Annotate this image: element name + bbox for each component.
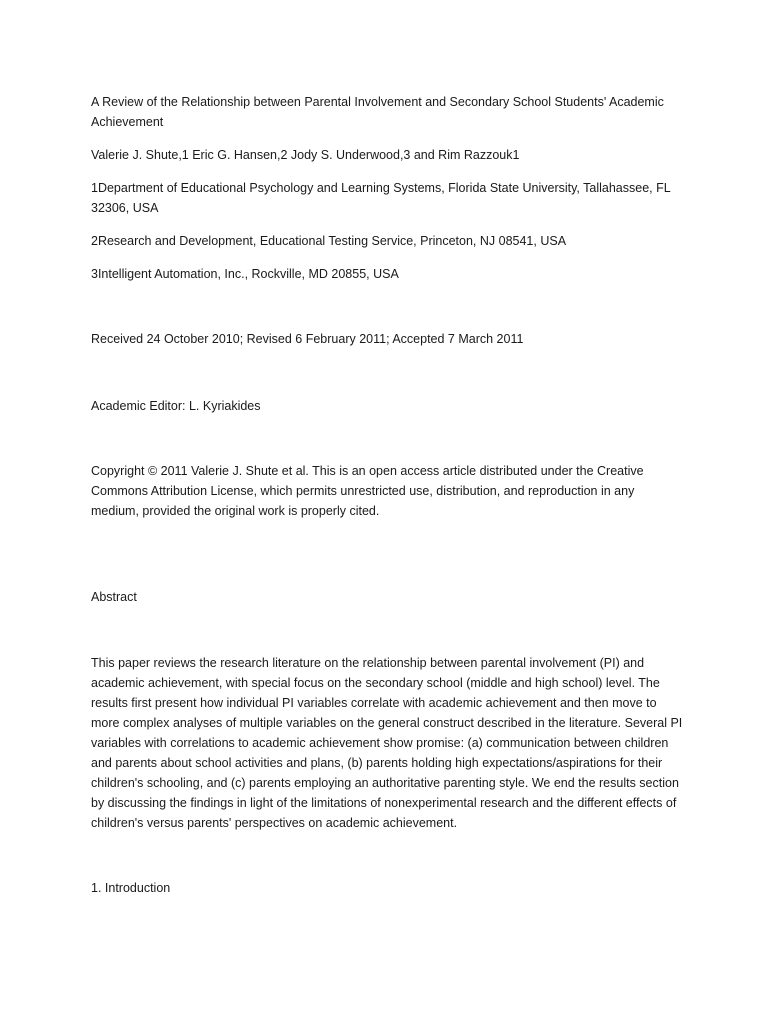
affiliation-2: 2Research and Development, Educational Testing Service, Princeton, NJ 08541, USA (91, 234, 567, 248)
affiliation-3: 3Intelligent Automation, Inc., Rockville, MD 20855, USA (91, 267, 399, 281)
publication-dates: Received 24 October 2010; Revised 6 February 2011; Accepted 7 March 2011 (91, 332, 524, 346)
academic-editor: Academic Editor: L. Kyriakides (91, 399, 261, 413)
copyright-notice: Copyright © 2011 Valerie J. Shute et al. This is an open access article distributed under the Creative Commons Attribution License, which permits unrestricted use, distribution, and reproduction in any medium, provided the original work is properly cited. (91, 464, 644, 518)
paper-title: A Review of the Relationship between Parental Involvement and Secondary School Students' Academic Achievement (91, 95, 664, 129)
author-list: Valerie J. Shute,1 Eric G. Hansen,2 Jody S. Underwood,3 and Rim Razzouk1 (91, 148, 520, 162)
abstract-body: This paper reviews the research literature on the relationship between parental involvement (PI) and academic achievement, with special focus on the secondary school (middle and high school) level. The results first present how individual PI variables correlate with academic achievement and then move to more complex analyses of multiple variables on the general construct described in the literature. Several PI variables with correlations to academic achievement show promise: (a) communication between children and parents about school activities and plans, (b) parents holding high expectations/aspirations for their children's schooling, and (c) parents employing an authoritative parenting style. We end the results section by discussing the findings in light of the limitations of nonexperimental research and the different effects of children's versus parents' perspectives on academic achievement. (91, 656, 683, 830)
affiliation-1: 1Department of Educational Psychology and Learning Systems, Florida State University, Tallahassee, FL 32306, USA (91, 181, 671, 215)
abstract-heading: Abstract (91, 590, 137, 604)
section-heading-introduction: 1. Introduction (91, 881, 171, 895)
